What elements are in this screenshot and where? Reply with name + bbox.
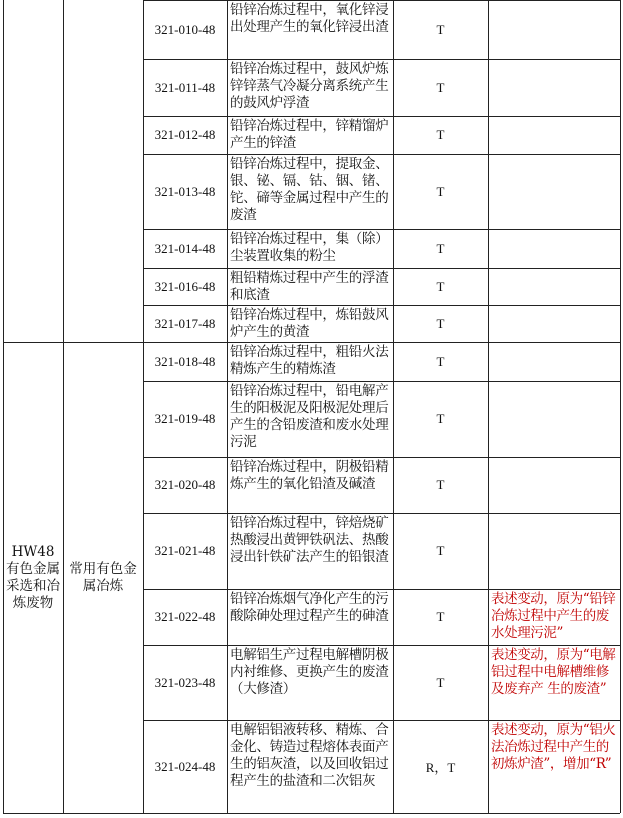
hazard-property: T xyxy=(436,183,445,199)
waste-code: 321-011-48 xyxy=(154,79,216,95)
hazard-property: T xyxy=(436,543,445,558)
waste-description: 电解铝铝液转移、精炼、合金化、铸造过程熔体表面产生的铝灰渣，以及回收铝过程产生的盐渣和二次铝灰 xyxy=(230,722,389,789)
industry-source-cell: 常用有色金属冶炼 xyxy=(69,560,137,594)
waste-code: 321-018-48 xyxy=(154,353,216,369)
hazard-property: R，T xyxy=(425,760,456,775)
waste-description: 铅锌冶炼过程中，提取金、银、铋、镉、钴、铟、锗、铊、碲等金属过程中产生的废渣 xyxy=(230,156,389,223)
change-note: 表述变动，原为“铅锌冶炼过程中产生的废水处理污泥” xyxy=(491,591,616,641)
hazard-property: T xyxy=(436,353,445,369)
waste-description: 电解铝生产过程电解槽阴极内衬维修、更换产生的废渣（大修渣） xyxy=(230,647,389,697)
hazard-property: T xyxy=(436,411,445,426)
waste-description: 铅锌冶炼过程中，集（除）尘装置收集的粉尘 xyxy=(230,231,389,264)
hazard-property: T xyxy=(436,477,445,492)
waste-code: 321-019-48 xyxy=(154,411,216,426)
hazard-property: T xyxy=(436,674,445,690)
hazard-property: T xyxy=(436,240,445,256)
waste-code: 321-020-48 xyxy=(154,477,216,492)
hazard-property: T xyxy=(436,127,445,142)
waste-code: 321-024-48 xyxy=(154,758,216,774)
hazard-property: T xyxy=(436,79,445,95)
waste-code: 321-022-48 xyxy=(154,609,216,624)
change-note: 表述变动，原为“铝火法冶炼过程中产生的初炼炉渣”，增加“R” xyxy=(491,722,616,772)
waste-code: 321-012-48 xyxy=(154,127,216,142)
change-note: 表述变动，原为“电解铝过程中电解槽维修及废弃产 生的废渣” xyxy=(491,647,616,697)
waste-description: 铅锌冶炼过程中，鼓风炉炼锌锌蒸气冷凝分离系统产生的鼓风炉浮渣 xyxy=(230,61,389,111)
hazard-property: T xyxy=(436,21,445,37)
hazard-property: T xyxy=(436,609,445,624)
waste-code: 321-021-48 xyxy=(154,543,216,558)
waste-description: 铅锌冶炼过程中，锌精馏炉产生的锌渣 xyxy=(230,118,389,151)
hazard-property: T xyxy=(436,278,445,294)
waste-description: 铅锌冶炼过程中，氧化锌浸出处理产生的氧化锌浸出渣 xyxy=(230,2,389,35)
waste-description: 铅锌冶炼过程中，铅电解产生的阳极泥及阳极泥处理后产生的含铅废渣和废水处理污泥 xyxy=(230,383,389,450)
waste-description: 铅锌冶炼过程中，粗铅火法精炼产生的精炼渣 xyxy=(230,344,389,377)
waste-code: 321-023-48 xyxy=(154,674,216,690)
waste-description: 铅锌冶炼过程中，阴极铅精炼产生的氧化铅渣及碱渣 xyxy=(230,459,389,492)
waste-code: 321-014-48 xyxy=(154,240,216,256)
waste-code: 321-010-48 xyxy=(154,21,216,37)
waste-description: 粗铅精炼过程中产生的浮渣和底渣 xyxy=(230,270,389,303)
hazard-property: T xyxy=(436,315,445,331)
waste-code: 321-016-48 xyxy=(154,278,216,294)
waste-description: 铅锌冶炼烟气净化产生的污酸除砷处理过程产生的砷渣 xyxy=(230,591,389,624)
waste-code: 321-013-48 xyxy=(154,183,216,199)
waste-category-cell: HW48 有色金属采选和冶炼废物 xyxy=(6,543,60,611)
waste-code: 321-017-48 xyxy=(154,315,216,331)
waste-description: 铅锌冶炼过程中，锌焙烧矿热酸浸出黄钾铁矾法、热酸浸出针铁矿法产生的铅银渣 xyxy=(230,515,389,565)
waste-description: 铅锌冶炼过程中，炼铅鼓风炉产生的黄渣 xyxy=(230,307,389,340)
